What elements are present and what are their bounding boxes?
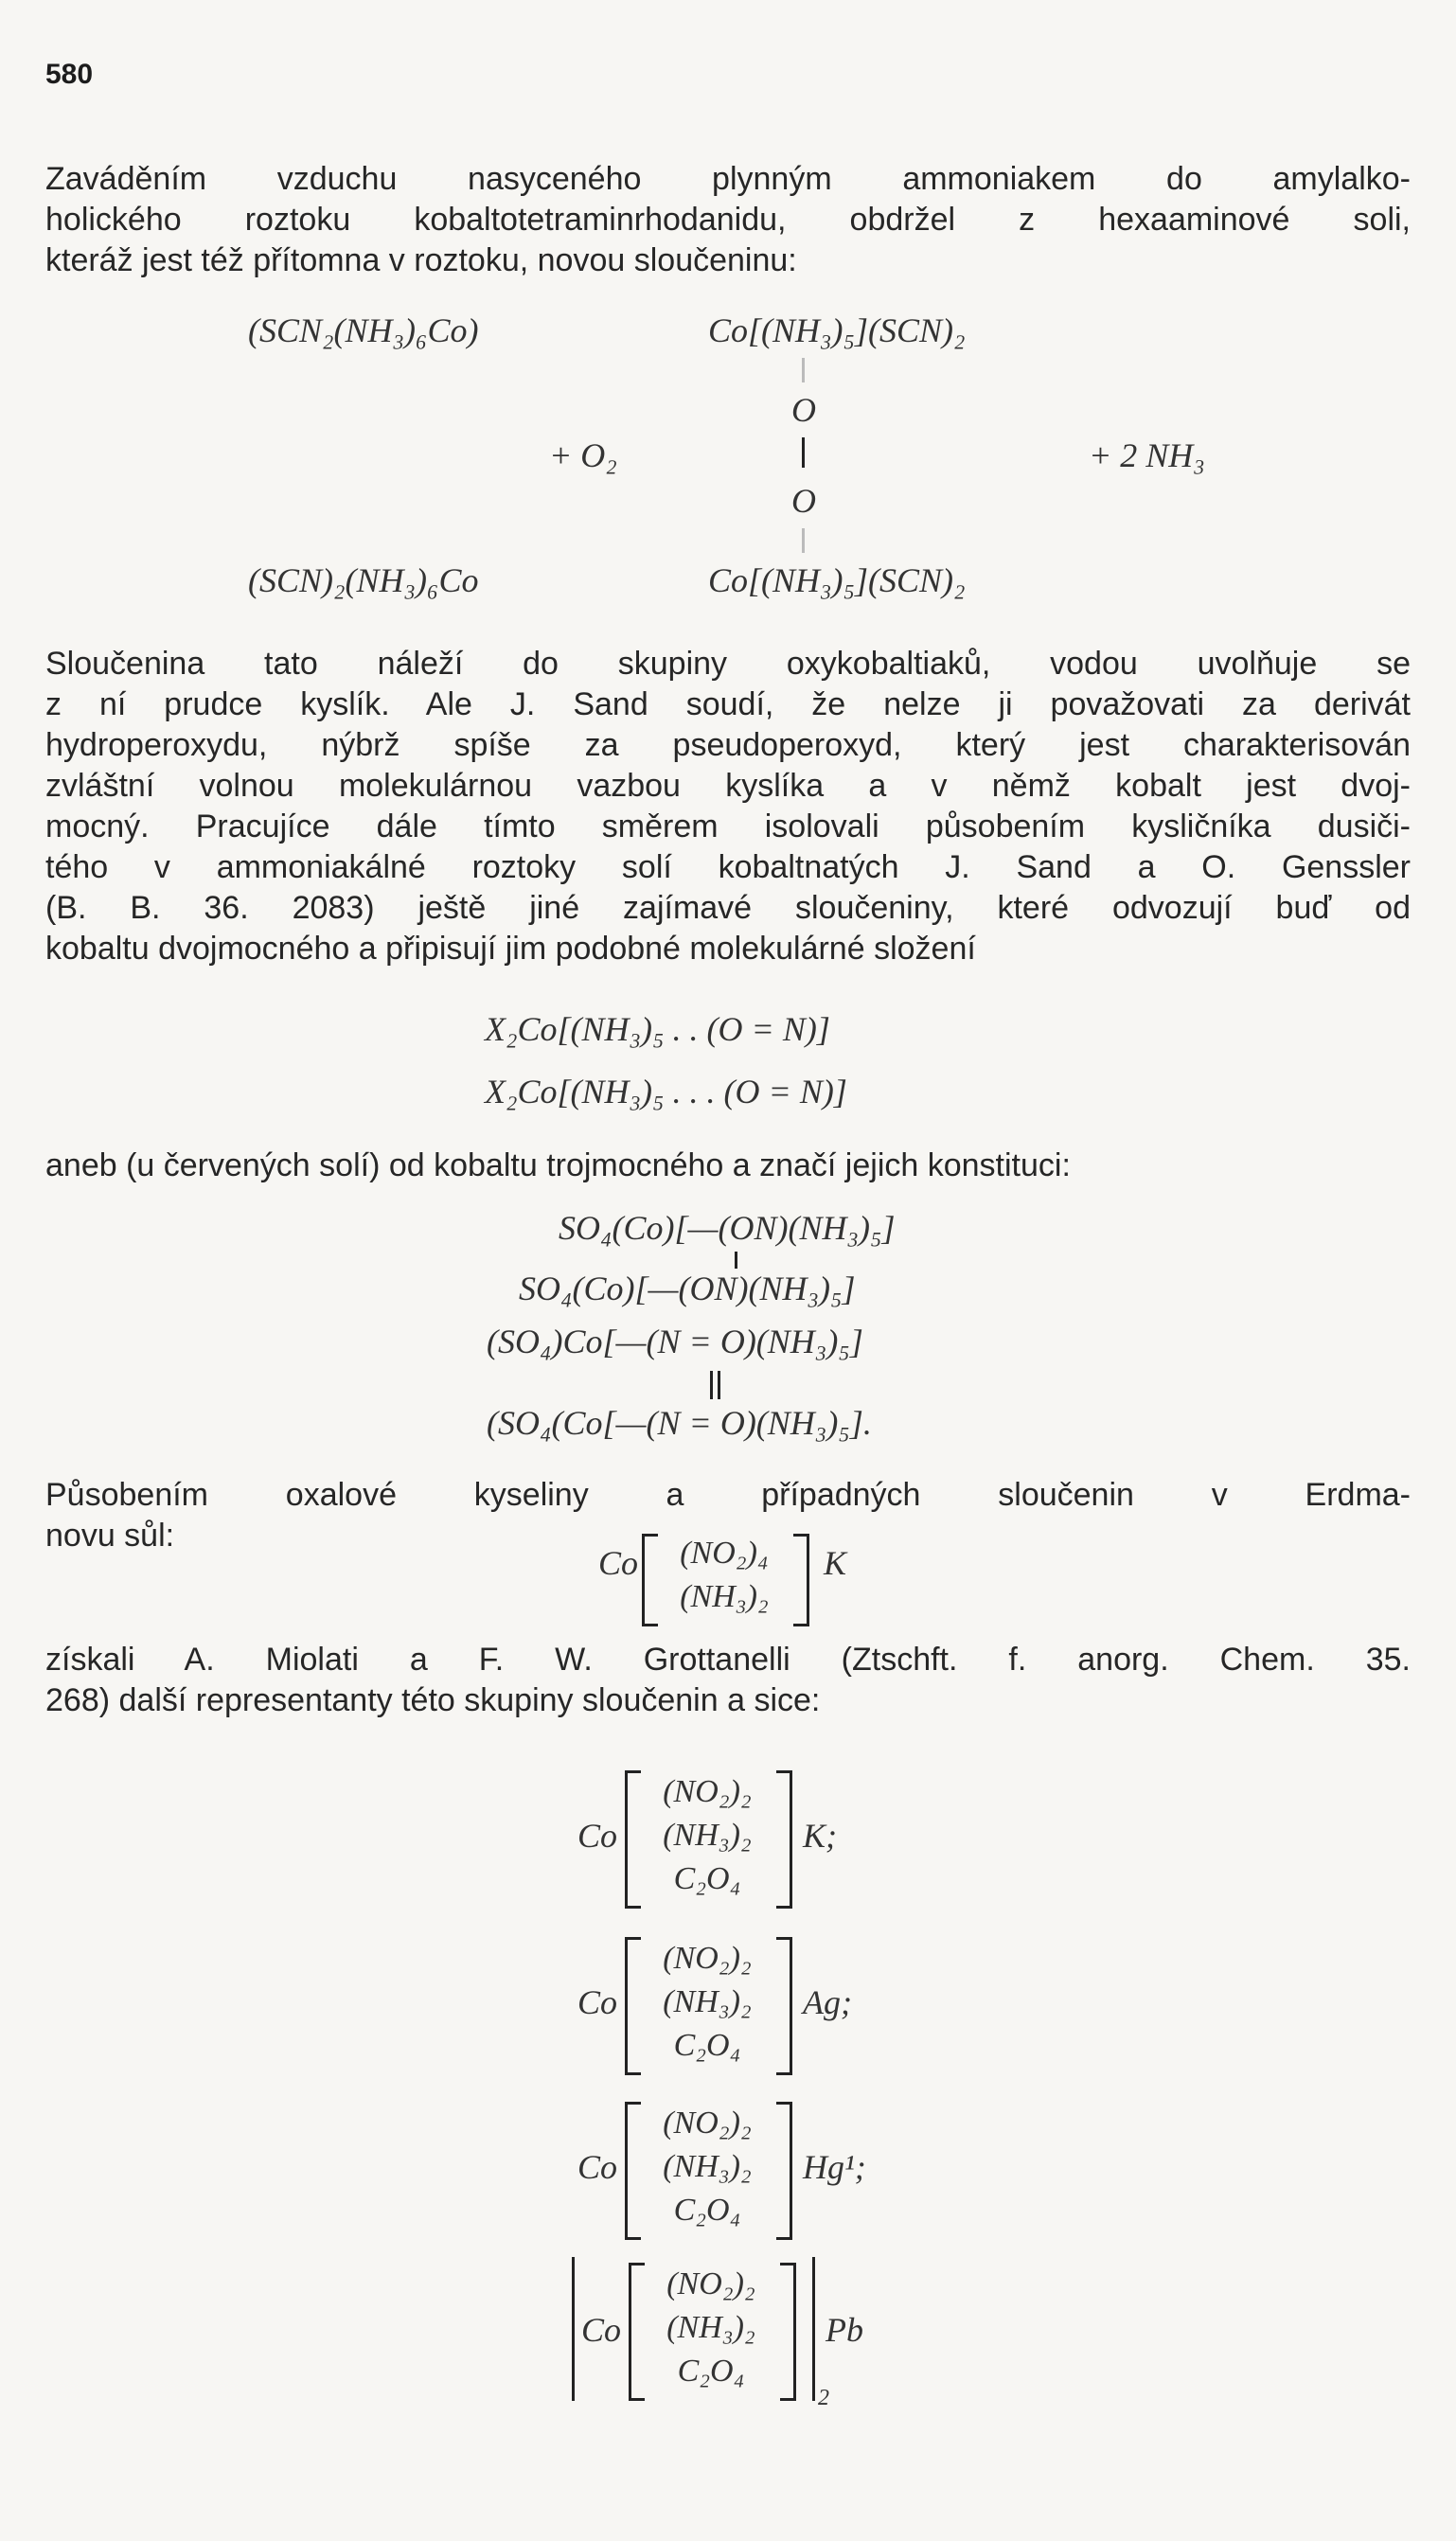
reaction-right-bottom: Co[(NH₃)₅](SCN)₂ [708,561,966,599]
text-line: získali A. Miolati a F. W. Grottanelli (Ztschft. f. anorg. Chem. 35. [45,1642,1411,1678]
text-line: novu sůl: [45,1518,175,1554]
sulfate-formula-2: SO₄(Co)[—(ON)(NH₃)₅] [519,1270,856,1307]
complex-1-cation: K; [803,1817,837,1855]
reaction-plus-oxygen: + O₂ [549,436,617,474]
reaction-right-top: Co[(NH₃)₅](SCN)₂ [708,311,966,349]
text-line: hydroperoxydu, nýbrž spíše za pseudoperoxyd, který jest charakterisován [45,727,1411,763]
text-line: Zaváděním vzduchu nasyceného plynným ammoniakem do amylalko- [45,161,1411,197]
right-bracket [776,1937,792,2075]
text-line: zvláštní volnou molekulárnou vazbou kyslíka a v němž kobalt jest dvoj- [45,768,1411,804]
formula-divalent-1: X₂Co[(NH₃)₅ . . (O = N)] [485,1010,830,1048]
page-number: 580 [45,59,94,90]
right-bracket [776,1770,792,1909]
bond-line [802,437,805,468]
text-line: 268) další representanty této skupiny sloučenin a sice: [45,1682,821,1718]
complex-3-ligands: (NO₂)₂ (NH₃)₂ C₂O₄ [663,2106,752,2228]
paragraph-3 [45,1146,1411,1186]
sulfate-formula-3: (SO₄)Co[—(N = O)(NH₃)₅] [487,1323,863,1360]
sulfate-formula-4: (SO₄(Co[—(N = O)(NH₃)₅]. [487,1404,872,1442]
paragraph-5 [45,1640,1411,1721]
complex-3-cation: Hg¹; [803,2148,866,2186]
salt-cation: K [824,1544,847,1582]
formula-divalent-2: X₂Co[(NH₃)₅ . . . (O = N)] [485,1073,847,1111]
complex-4-cation: Pb [826,2311,863,2349]
paragraph-2 [45,644,1411,969]
text-line: tého v ammoniakálné roztoky solí kobaltnatých J. Sand a O. Genssler [45,849,1411,885]
text-line: kteráž jest též přítomna v roztoku, novou sloučeninu: [45,242,797,278]
bond-line [710,1371,713,1399]
complex-4-subscript: 2 [818,2386,829,2410]
reaction-left-top: (SCN₂(NH₃)₆Co) [248,311,479,349]
text-line: z ní prudce kyslík. Ale J. Sand soudí, že nelze ji považovati za derivát [45,686,1411,722]
complex-2-ligands: (NO₂)₂ (NH₃)₂ C₂O₄ [663,1941,752,2063]
oxygen-bottom: O [791,482,816,520]
bond-line [802,358,805,382]
oxygen-top: O [791,391,816,429]
complex-2-cation: Ag; [803,1983,852,2021]
complex-4-metal: Co [581,2311,622,2349]
complex-3-metal: Co [577,2148,618,2186]
text-line: mocný. Pracujíce dále tímto směrem isolovali působením kysličníka dusiči- [45,808,1411,844]
text-line: Sloučenina tato náleží do skupiny oxykobaltiaků, vodou uvolňuje se [45,646,1411,682]
right-bracket [793,1534,809,1626]
outer-right-bracket [812,2257,815,2401]
outer-left-bracket [572,2257,575,2401]
paragraph-1 [45,159,1411,281]
text-line: Působením oxalové kyseliny a případných sloučenin v Erdma- [45,1477,1411,1513]
complex-2-metal: Co [577,1983,618,2021]
text-line: (B. B. 36. 2083) ještě jiné zajímavé sloučeniny, které odvozují buď od [45,890,1411,926]
complex-1-ligands: (NO₂)₂ (NH₃)₂ C₂O₄ [663,1774,752,1896]
right-bracket [776,2102,792,2240]
text-line: aneb (u červených solí) od kobaltu trojmocného a značí jejich konstituci: [45,1147,1071,1183]
bond-line [735,1252,737,1269]
text-line: kobaltu dvojmocného a připisují jim podobné molekulárné složení [45,931,976,967]
reaction-plus-ammonia: + 2 NH₃ [1089,436,1205,474]
bond-line [802,528,805,553]
complex-4-ligands: (NO₂)₂ (NH₃)₂ C₂O₄ [666,2266,755,2389]
right-bracket [780,2263,796,2401]
reaction-left-bottom: (SCN)₂(NH₃)₆Co [248,561,479,599]
sulfate-formula-1: SO₄(Co)[—(ON)(NH₃)₅] [559,1209,896,1247]
salt-metal: Co [598,1544,639,1582]
complex-1-metal: Co [577,1817,618,1855]
salt-ligands: (NO₂)₄ (NH₃)₂ [680,1536,769,1614]
text-line: holického roztoku kobaltotetraminrhodanidu, obdržel z hexaaminové soli, [45,202,1411,238]
bond-line [718,1371,720,1399]
